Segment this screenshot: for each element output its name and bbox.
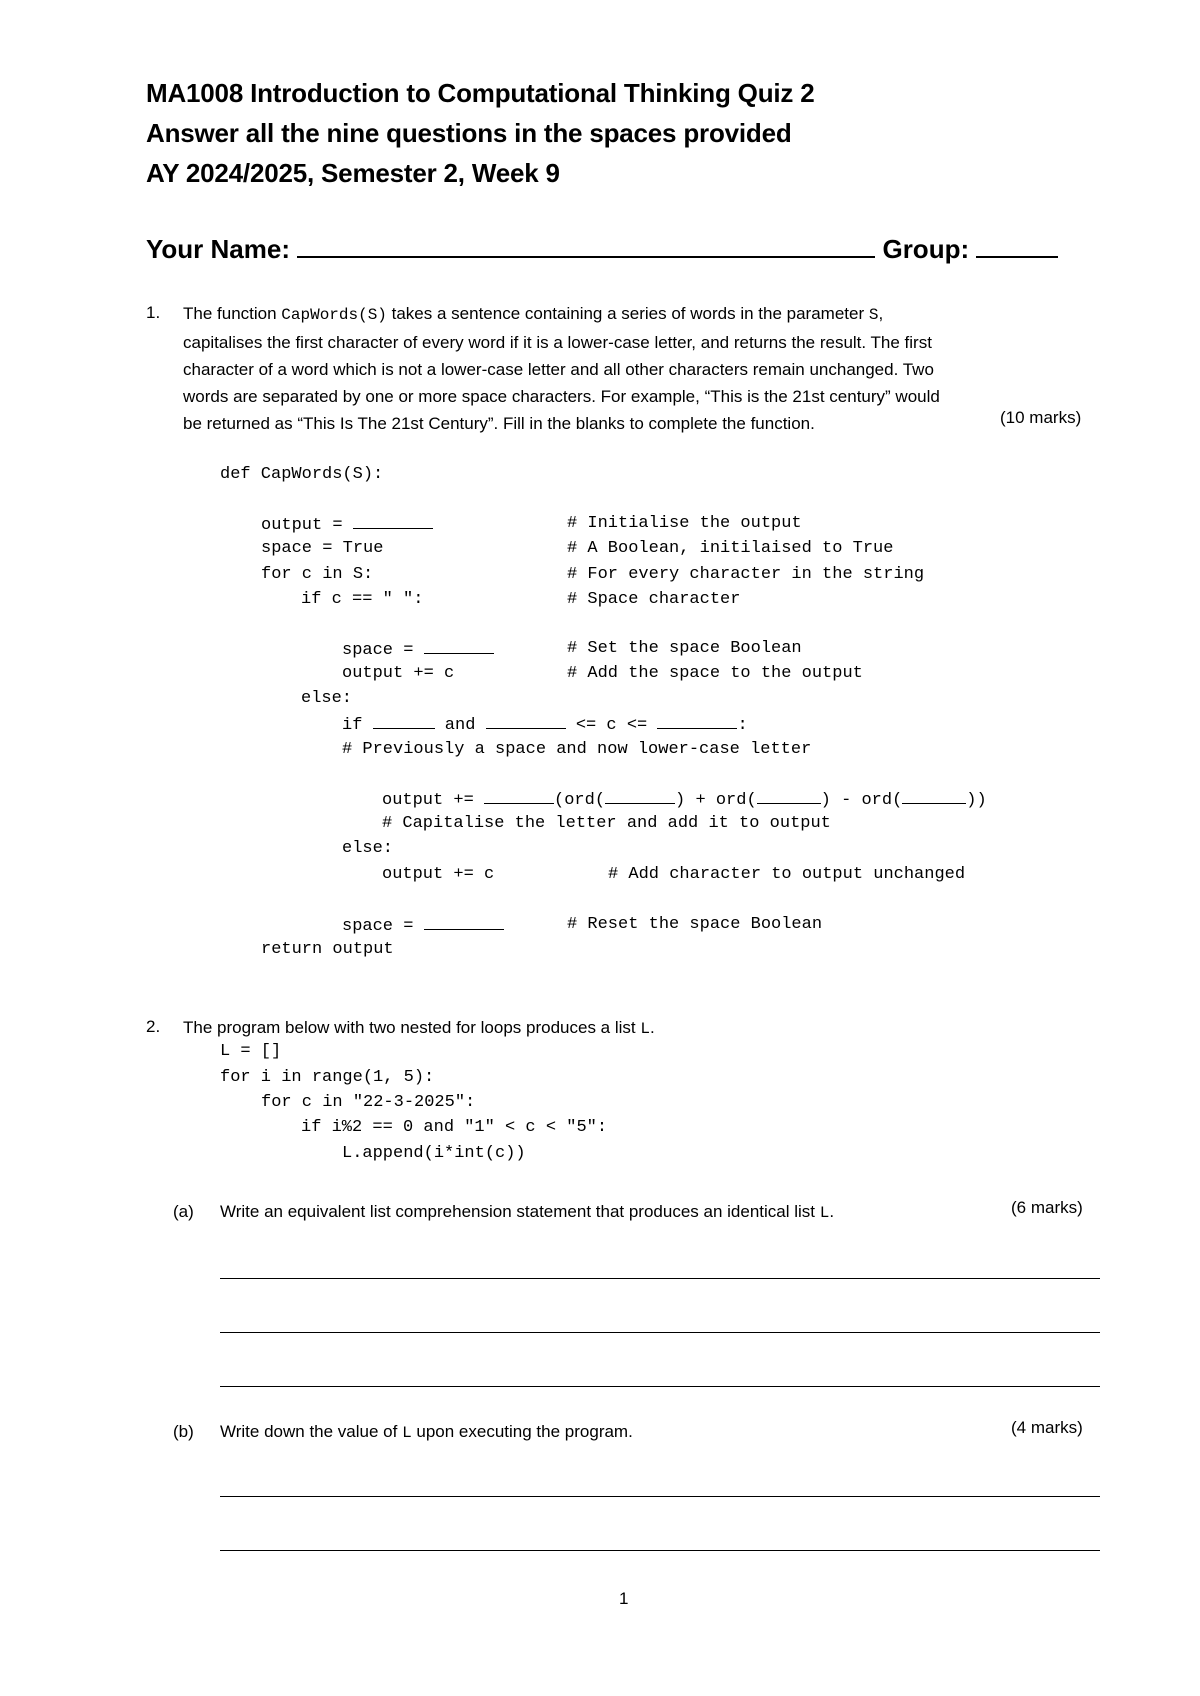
blank-lower-bound[interactable] [486,714,566,729]
comment-space-true: # A Boolean, initilaised to True [567,539,894,558]
q1-line2: capitalises the first character of every word if it is a lower-case letter, and returns the result. The first [183,333,932,352]
q2a-marks: (6 marks) [1011,1198,1083,1217]
q2b-text: Write down the value of L upon executing the program. [220,1422,633,1442]
q2-code-line5: L.append(i*int(c)) [342,1144,526,1163]
group-field[interactable] [976,255,1058,258]
blank-output-init[interactable] [353,514,433,529]
q1-marks: (10 marks) [1000,408,1082,427]
code-def: def CapWords(S): [220,465,384,484]
code-output-unchanged: output += c [382,865,495,884]
code-output-init: output = [261,514,433,535]
blank-ord-3[interactable] [902,789,966,804]
q2-code-line3: for c in "22-3-2025": [261,1093,476,1112]
quiz-term: AY 2024/2025, Semester 2, Week 9 [146,158,560,188]
code-space-true: space = True [261,539,384,558]
blank-space-set[interactable] [424,639,494,654]
q2a-label: (a) [173,1202,194,1221]
blank-space-reset[interactable] [424,915,504,930]
q1-text [183,300,1113,437]
q2a-answer-line-1[interactable] [220,1278,1100,1279]
q1-line3: character of a word which is not a lower-case letter and all other characters remain unchanged. Two [183,360,934,379]
code-else-1: else: [301,689,353,708]
q1-line1: The function CapWords(S) takes a sentence containing a series of words in the parameter S, [183,304,884,324]
comment-output-init: # Initialise the output [567,514,802,533]
blank-if-cond[interactable] [373,714,435,729]
code-if-space: if c == " ": [301,590,424,609]
code-space-reset: space = [342,915,504,936]
q2-text: The program below with two nested for loops produces a list L. [183,1018,655,1038]
identity-row [146,234,1058,265]
quiz-instructions: Answer all the nine questions in the spaces provided [146,118,792,148]
code-return: return output [261,940,394,959]
q1-line4: words are separated by one or more space characters. For example, “This is the 21st century” would [183,387,940,406]
q1-line5: be returned as “This Is The 21st Century”. Fill in the blanks to complete the function. [183,414,815,433]
code-else-2: else: [342,839,394,858]
q2-number: 2. [146,1017,161,1036]
q2-code-line2: for i in range(1, 5): [220,1068,435,1087]
q2a-text: Write an equivalent list comprehension statement that produces an identical list L. [220,1202,835,1222]
q2b-marks: (4 marks) [1011,1418,1083,1437]
q2a-answer-line-3[interactable] [220,1386,1100,1387]
q2b-label: (b) [173,1422,194,1441]
q2-code-line1: L = [] [220,1042,282,1061]
comment-output-add: # Add the space to the output [567,664,863,683]
blank-ord-2[interactable] [757,789,821,804]
comment-space-set: # Set the space Boolean [567,639,802,658]
comment-output-unchanged: # Add character to output unchanged [608,865,966,884]
quiz-title: MA1008 Introduction to Computational Thinking Quiz 2 [146,78,815,108]
comment-prev-space: # Previously a space and now lower-case letter [342,740,812,759]
q2b-answer-line-2[interactable] [220,1550,1100,1551]
page-number: 1 [619,1589,629,1608]
comment-capitalise: # Capitalise the letter and add it to output [382,814,831,833]
code-output-add: output += c [342,664,455,683]
q1-number: 1. [146,303,161,322]
comment-for: # For every character in the string [567,565,925,584]
comment-space-reset: # Reset the space Boolean [567,915,823,934]
name-label: Your Name: [146,234,290,264]
q2a-answer-line-2[interactable] [220,1332,1100,1333]
q2-code-line4: if i%2 == 0 and "1" < c < "5": [301,1118,608,1137]
blank-ord-1[interactable] [605,789,675,804]
code-for: for c in S: [261,565,374,584]
blank-func[interactable] [484,789,554,804]
comment-if-space: # Space character [567,590,741,609]
blank-upper-bound[interactable] [657,714,737,729]
code-if-lower: if and <= c <= : [342,716,748,735]
group-label: Group: [882,234,970,264]
code-space-set: space = [342,639,494,660]
q2b-answer-line-1[interactable] [220,1496,1100,1497]
code-output-cap: output += (ord( ) + ord( ) - ord( )) [382,791,987,810]
name-field[interactable] [297,255,875,258]
